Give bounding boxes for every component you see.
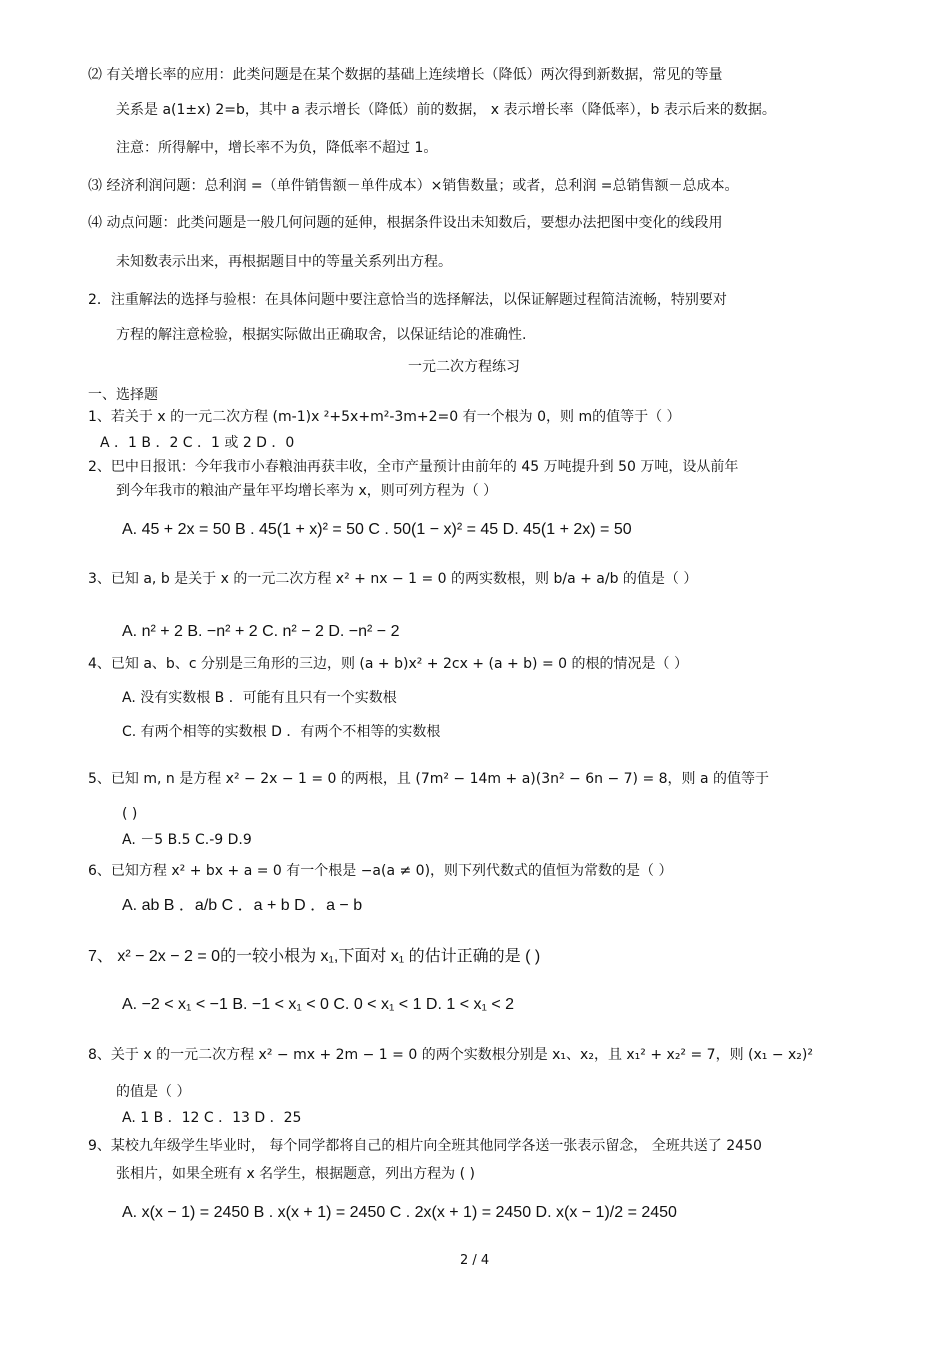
question-1-options: A ．1 B ．2 C ．1 或 2 D ．0 — [100, 435, 295, 451]
question-3-options: A. n² + 2 B. −n² + 2 C. n² − 2 D. −n² − 2 — [122, 623, 400, 640]
note-moving-point-line1: ⑷ 动点问题：此类问题是一般几何问题的延伸，根据条件设出未知数后，要想办法把图中变化的线段用 — [88, 215, 723, 231]
question-9-line1: 9、某校九年级学生毕业时， 每个同学都将自己的相片向全班其他同学各送一张表示留念， 全班共送了 2450 — [88, 1138, 762, 1154]
note-method-line2: 方程的解注意检验，根据实际做出正确取舍，以保证结论的准确性. — [116, 327, 527, 343]
question-8-options: A. 1 B ．12 C ．13 D ．25 — [122, 1110, 302, 1126]
question-4: 4、已知 a、b、c 分别是三角形的三边，则 (a + b)x² + 2cx + (a + b) = 0 的根的情况是（ ） — [88, 656, 688, 672]
question-5-options: A. －5 B.5 C.-9 D.9 — [122, 832, 252, 848]
note-growth-rate-line2: 关系是 a(1±x) 2=b，其中 a 表示增长（降低）前的数据， x 表示增长率（降低率），b 表示后来的数据。 — [116, 102, 776, 118]
question-2-line2: 到今年我市的粮油产量年平均增长率为 x，则可列方程为（ ） — [116, 483, 498, 499]
question-8-line1: 8、关于 x 的一元二次方程 x² − mx + 2m − 1 = 0 的两个实数根分别是 x₁、x₂，且 x₁² + x₂² = 7，则 (x₁ − x₂)² — [88, 1047, 813, 1063]
question-7: 7、 x² − 2x − 2 = 0的一较小根为 x₁,下面对 x₁ 的估计正确的是 ( ) — [88, 948, 541, 965]
question-8-line2: 的值是（ ） — [116, 1084, 191, 1100]
note-moving-point-line2: 未知数表示出来，再根据题目中的等量关系列出方程。 — [116, 254, 452, 270]
question-2-line1: 2、巴中日报讯：今年我市小春粮油再获丰收，全市产量预计由前年的 45 万吨提升到 50 万吨，设从前年 — [88, 459, 739, 475]
page-number: 2 / 4 — [460, 1253, 490, 1268]
section-heading: 一、选择题 — [88, 387, 158, 403]
question-6: 6、已知方程 x² + bx + a = 0 有一个根是 −a(a ≠ 0)，则下列代数式的值恒为常数的是（ ） — [88, 863, 673, 879]
question-4-option-c-d: C. 有两个相等的实数根 D ．有两个不相等的实数根 — [122, 724, 441, 740]
question-3: 3、已知 a, b 是关于 x 的一元二次方程 x² + nx − 1 = 0 的两实数根，则 b/a + a/b 的值是（ ） — [88, 571, 698, 587]
question-5-line1: 5、已知 m, n 是方程 x² − 2x − 1 = 0 的两根，且 (7m² − 14m + a)(3n² − 6n − 7) = 8，则 a 的值等于 — [88, 771, 770, 787]
note-growth-rate-line3: 注意：所得解中，增长率不为负，降低率不超过 1。 — [116, 140, 438, 156]
question-5-line2: ( ) — [122, 806, 138, 822]
note-method-line1: 2．注重解法的选择与验根：在具体问题中要注意恰当的选择解法，以保证解题过程简洁流畅，特别要对 — [88, 292, 727, 308]
note-profit: ⑶ 经济利润问题：总利润 =（单件销售额－单件成本）×销售数量；或者，总利润 =总销售额－总成本。 — [88, 178, 739, 194]
question-9-options: A. x(x − 1) = 2450 B . x(x + 1) = 2450 C . 2x(x + 1) = 2450 D. x(x − 1)/2 = 2450 — [122, 1204, 677, 1221]
question-7-options: A. −2 < x₁ < −1 B. −1 < x₁ < 0 C. 0 < x₁ < 1 D. 1 < x₁ < 2 — [122, 996, 515, 1013]
question-6-options: A. ab B ．a/b C ．a + b D ．a − b — [122, 897, 363, 914]
note-growth-rate-line1: ⑵ 有关增长率的应用：此类问题是在某个数据的基础上连续增长（降低）两次得到新数据，常见的等量 — [88, 67, 723, 83]
question-2-options: A. 45 + 2x = 50 B . 45(1 + x)² = 50 C . 50(1 − x)² = 45 D. 45(1 + 2x) = 50 — [122, 521, 632, 538]
question-9-line2: 张相片，如果全班有 x 名学生，根据题意，列出方程为 ( ) — [116, 1166, 476, 1182]
exercise-title: 一元二次方程练习 — [408, 359, 520, 375]
question-4-option-a-b: A. 没有实数根 B ．可能有且只有一个实数根 — [122, 690, 397, 706]
question-1: 1、若关于 x 的一元二次方程 (m-1)x ²+5x+m²-3m+2=0 有一个根为 0，则 m的值等于（ ） — [88, 409, 681, 425]
